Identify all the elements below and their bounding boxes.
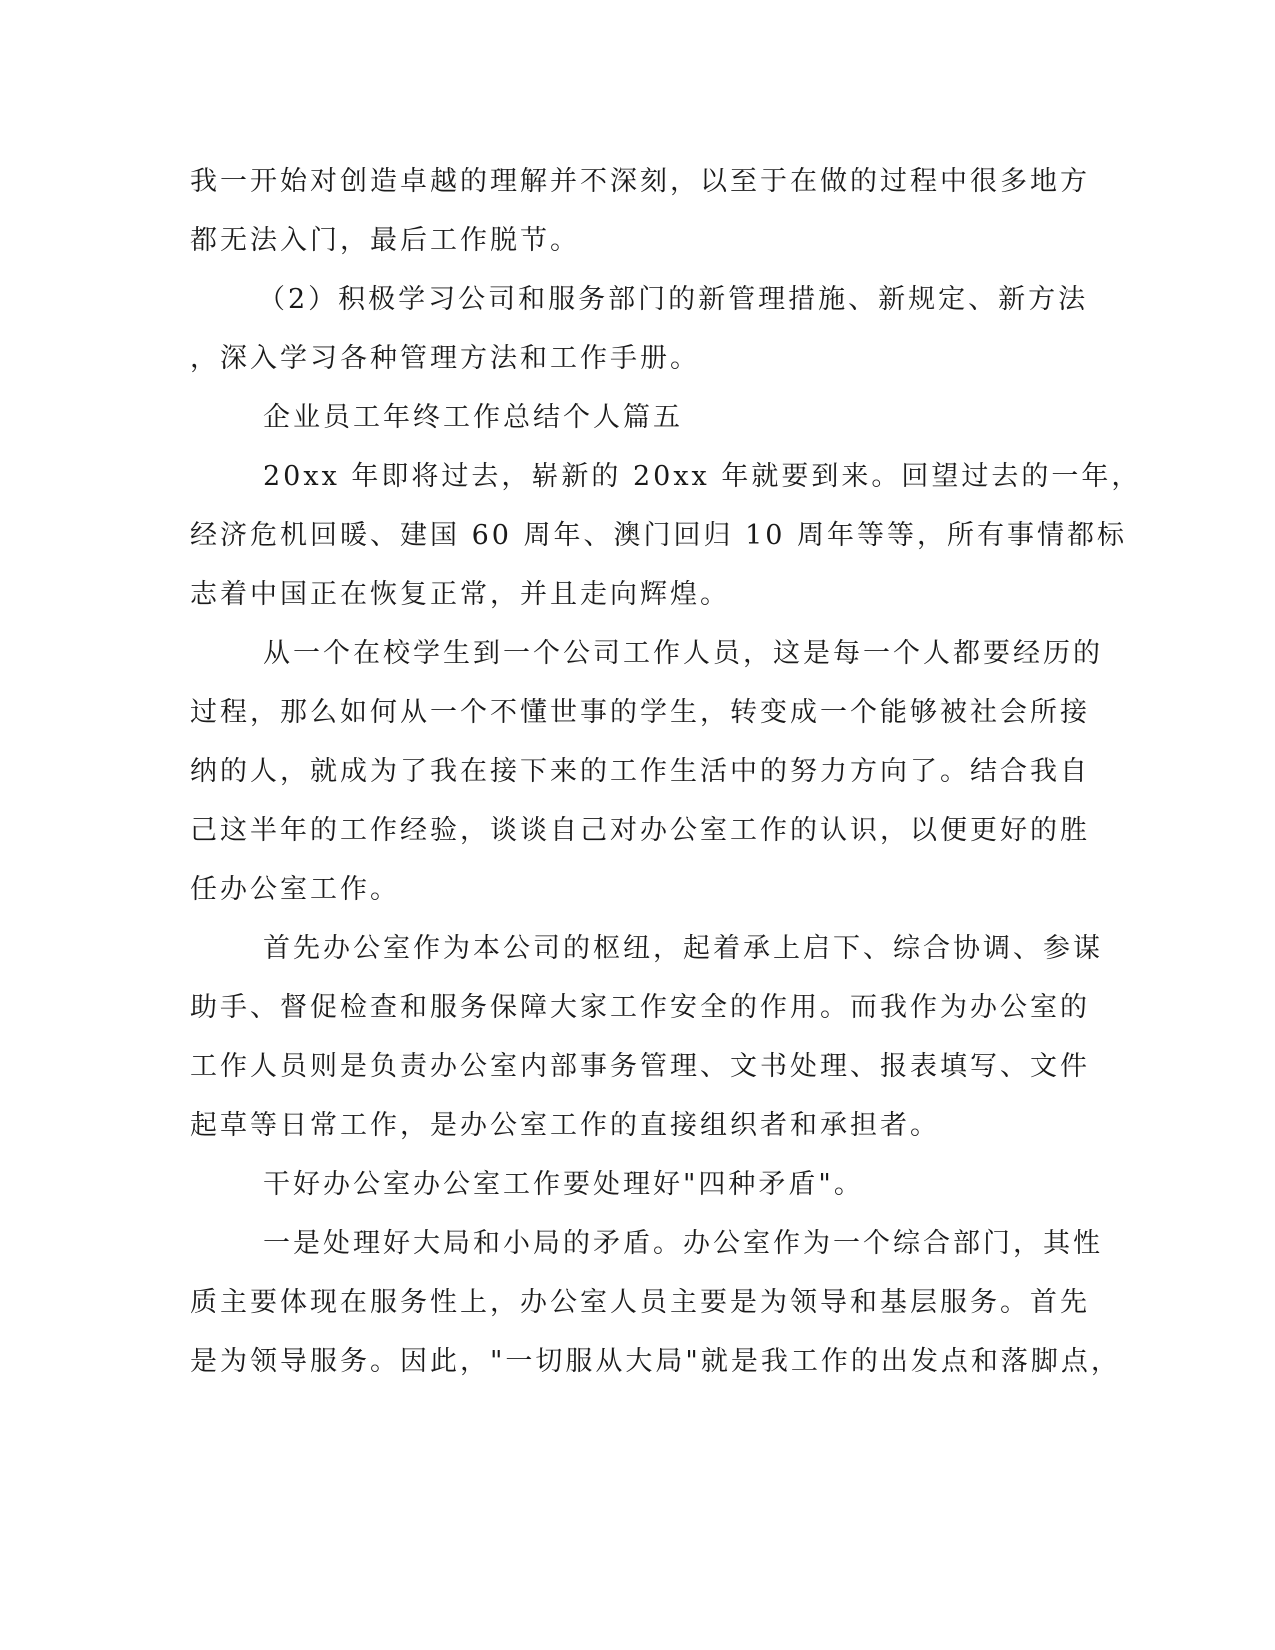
paragraph-line: 纳的人，就成为了我在接下来的工作生活中的努力方向了。结合我自 — [190, 756, 1090, 787]
paragraph-line: 是为领导服务。因此，"一切服从大局"就是我工作的出发点和落脚点， — [190, 1346, 1121, 1377]
list-item-line: （2）积极学习公司和服务部门的新管理措施、新规定、新方法 — [258, 284, 1089, 315]
paragraph-line: 工作人员则是负责办公室内部事务管理、文书处理、报表填写、文件 — [190, 1051, 1090, 1082]
paragraph-line: 助手、督促检查和服务保障大家工作安全的作用。而我作为办公室的 — [190, 992, 1090, 1023]
paragraph-line: 起草等日常工作，是办公室工作的直接组织者和承担者。 — [190, 1110, 940, 1141]
paragraph-line: 志着中国正在恢复正常，并且走向辉煌。 — [190, 579, 730, 610]
paragraph-line: 都无法入门，最后工作脱节。 — [190, 225, 580, 256]
paragraph-line: 过程，那么如何从一个不懂世事的学生，转变成一个能够被社会所接 — [190, 697, 1090, 728]
paragraph-line: 干好办公室办公室工作要处理好"四种矛盾"。 — [263, 1169, 864, 1200]
paragraph-line: 己这半年的工作经验，谈谈自己对办公室工作的认识，以便更好的胜 — [190, 815, 1090, 846]
paragraph-line: 从一个在校学生到一个公司工作人员，这是每一个人都要经历的 — [263, 638, 1103, 669]
paragraph-line: 20xx 年即将过去，崭新的 20xx 年就要到来。回望过去的一年， — [263, 461, 1142, 492]
paragraph-line: 经济危机回暖、建国 60 周年、澳门回归 10 周年等等，所有事情都标 — [190, 520, 1128, 551]
paragraph-line: 一是处理好大局和小局的矛盾。办公室作为一个综合部门，其性 — [263, 1228, 1103, 1259]
paragraph-line: ，深入学习各种管理方法和工作手册。 — [190, 343, 700, 374]
paragraph-line: 首先办公室作为本公司的枢纽，起着承上启下、综合协调、参谋 — [263, 933, 1103, 964]
paragraph-line: 质主要体现在服务性上，办公室人员主要是为领导和基层服务。首先 — [190, 1287, 1090, 1318]
paragraph-line: 任办公室工作。 — [190, 874, 400, 905]
section-heading: 企业员工年终工作总结个人篇五 — [263, 402, 683, 433]
paragraph-line: 我一开始对创造卓越的理解并不深刻，以至于在做的过程中很多地方 — [190, 166, 1090, 197]
